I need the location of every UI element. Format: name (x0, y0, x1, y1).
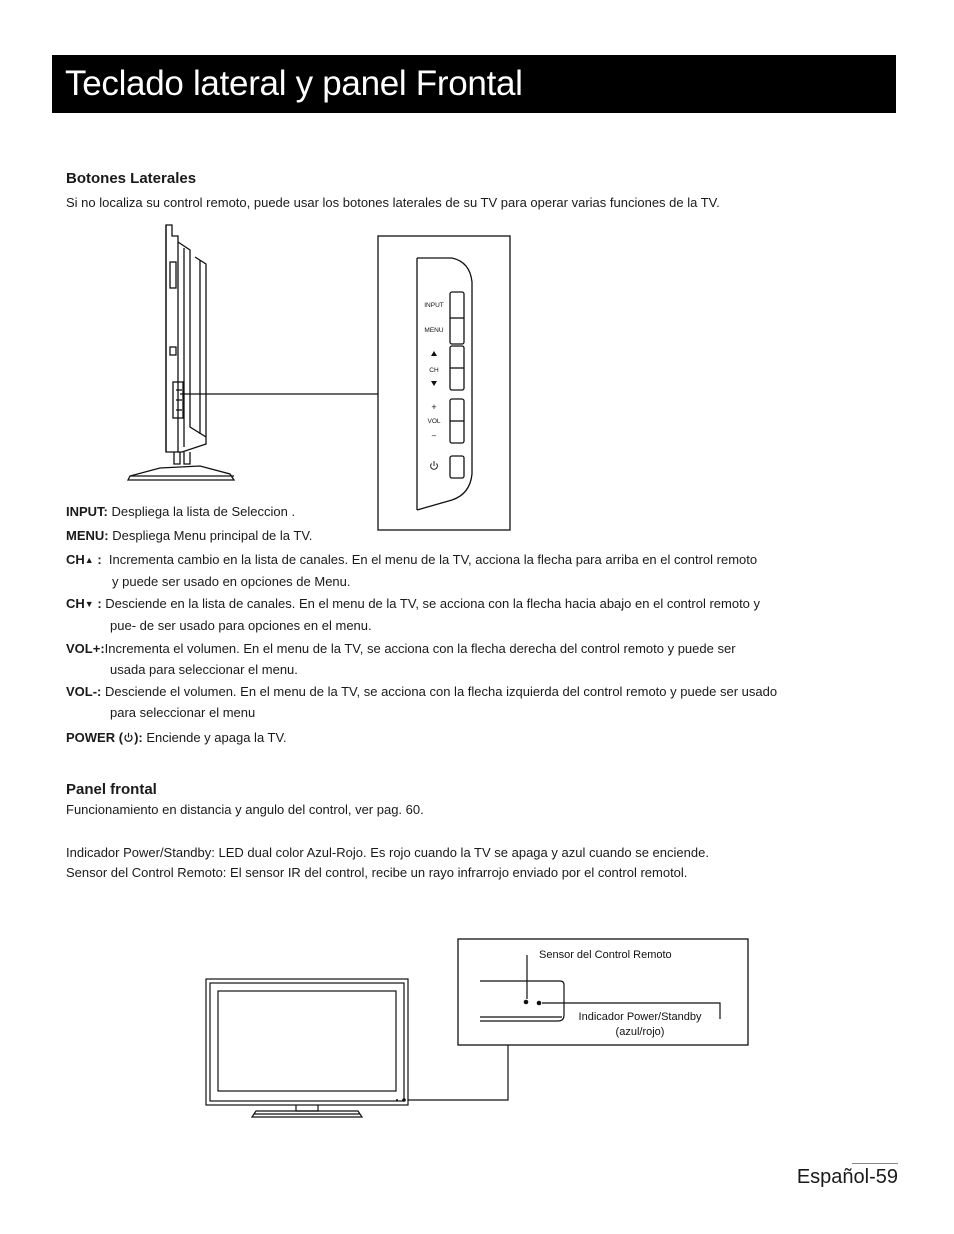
panel-label-ch: CH (429, 367, 439, 374)
indicator-label-2: (azul/rojo) (615, 1026, 665, 1038)
front-panel-heading: Panel frontal (66, 781, 157, 798)
desc-vol-down: VOL-: Desciende el volumen. En el menu de la TV, se acciona con la flecha izquierda del control remoto y puede ser usado para seleccionar el menu (66, 684, 778, 720)
desc-input: INPUT: Despliega la lista de Seleccion . (66, 504, 296, 519)
desc-ch-up: CH▲ : Incrementa cambio en la lista de canales. En el menu de la TV, acciona la flecha para arriba en el control remoto y puede ser usado en opciones de Menu. (66, 552, 758, 589)
page-title: Teclado lateral y panel Frontal (65, 64, 523, 103)
page-number: Español-59 (796, 1166, 898, 1188)
desc-vol-up: VOL+:Incrementa el volumen. En el menu de la TV, se acciona con la flecha derecha del control remoto y puede ser usada para seleccionar el menu. (66, 641, 736, 677)
desc-menu: MENU: Despliega Menu principal de la TV. (66, 528, 313, 543)
indicator-label-1: Indicador Power/Standby (578, 1011, 702, 1023)
panel-label-plus: + (431, 402, 437, 412)
footer-rule (852, 1163, 898, 1164)
panel-label-menu: MENU (424, 327, 444, 334)
desc-power: POWER ( ): Enciende y apaga la TV. (66, 730, 287, 745)
front-panel-line-2: Indicador Power/Standby: LED dual color Azul-Rojo. Es rojo cuando la TV se apaga y azul cuando se enciende. (66, 845, 709, 860)
desc-ch-down: CH▼ : Desciende en la lista de canales. En el menu de la TV, se acciona con la flecha hacia abajo en el control remoto y pue- de ser usado para opciones en el menu. (66, 596, 761, 633)
panel-label-minus: – (431, 431, 437, 440)
power-icon (123, 732, 134, 743)
tv-front-diagram (200, 935, 756, 1125)
triangle-down-icon: ▼ (84, 599, 94, 609)
side-buttons-heading: Botones Laterales (66, 170, 197, 187)
panel-label-vol: VOL (427, 418, 441, 425)
panel-label-input: INPUT (424, 302, 444, 309)
side-buttons-intro: Si no localiza su control remoto, puede usar los botones laterales de su TV para operar varias funciones de la TV. (66, 195, 720, 210)
front-panel-line-3: Sensor del Control Remoto: El sensor IR del control, recibe un rayo infrarrojo enviado por el control remotol. (66, 865, 688, 880)
sensor-label: Sensor del Control Remoto (539, 949, 672, 961)
tv-side-diagram (120, 222, 520, 534)
triangle-up-icon: ▲ (84, 555, 94, 565)
front-panel-line-1: Funcionamiento en distancia y angulo del control, ver pag. 60. (66, 802, 424, 817)
title-bar (52, 55, 896, 113)
